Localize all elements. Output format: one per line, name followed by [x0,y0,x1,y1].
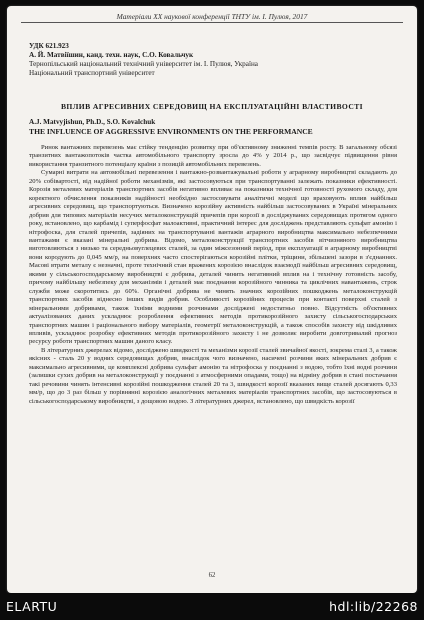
udc-code: УДК 621.923 [29,42,69,50]
body-text [29,144,397,406]
repository-name: ELARTU [6,599,58,614]
paragraph: Ринок вантажних перевезень має стійку тенденцію розвитку при об'єктивному зниженні темпів росту. В загальному обсязі транзитних вантажопотоків частка автомобільного транспорту зросла до 4% у 2014 р., що засвідчує підвищення рівня використання транзитного потенціалу країни з позицій автомобільних перевезень. [29,144,397,168]
paragraph: В літературних джерелах відомо, досліджено швидкості та механізми корозії сталей звичайної якості, зокрема сталі 3, а також якісних - сталь 20 у водних середовищах добрив, внаслідок чого визначено, насичені розчини яких мінеральних добрив є максимально агресивними, це комплексні добрива сульфат амонію та нітрофоска у поєднанні з водою, тобто їхні водні розчини (залишки сухих добрив на металоконструкції у поєднанні з атмосферними опадами, тощо) на відміну добрив в стані постачання такі речовини чинять інтенсивні корозійні пошкодження сталей 20 та 3, швидкості корозії вказаних вище сталей досягають 0,33 мм/р, що до 3 раз більш у порівнянні корозією аналогічних металевих матеріалів транспортних засобів, що застосовуються в сільськогосподарському виробництві, з дощовою водою. З літературних джерел, встановлено, що швидкість корозії [29,346,397,405]
footer-bar [0,593,424,620]
header-rule [21,22,403,23]
author-block [29,42,399,78]
affiliation-2: Національний транспортний університет [29,69,155,77]
handle-id: hdl:lib/22268 [329,599,418,614]
authors-ua: А. Й. Матвіїшин, канд. техн. наук, С.О. Ковальчук [29,51,194,59]
affiliation-1: Тернопільський національний технічний університет ім. І. Пулюя, Україна [29,60,258,68]
page-number: 62 [208,572,216,579]
authors-en: A.J. Matvyjishun, Ph.D., S.O. Kovalchuk [29,118,156,126]
paragraph: Сумарні витрати на автомобільні перевезення і вантажно-розвантажувальні роботи у аграрному виробництві складають до 20% собівартості, від надійної роботи механізмів, які застосовуються при транспортуванні залежать показники ефективності. Корозія металевих матеріалів транспортних засобів негативно впливає на показники технічної готовності рухомого складу, для коректного обчислення показників надійності необхідно застосовувати аналітичні моделі що враховують вплив найбільш агресивних середовищ, що транспортуються. Визначено корозійну активність найбільш застосовуваних в Україні мінеральних добрив для типових матеріалів несучих металоконструкцій причепів при корозії в досліджуваних середовищах протягом одного року, встановлено, що карбамід і суперфосфат малоактивні, практичний інтерес для досліджень представляють сульфат амонію і нітрофоска, для сталей причепів, задіяних на транспортуванні вантажів аграрного виробництва максимально небезпечними вантажами є вказані мінеральні добрива. Відомо, металоконструкції транспортних засобів вітчизняного виробництва виготовляються з низько та середньовуглецевих сталей, за один міжсезонний період, при експлуатації в аграрному виробництві вони кородують до 0,045 мм/р, на поверхнях часто спостерігаються корозійні плітки, тріщини, збільшені зазори в з'єднаннях. Масові втрати металу є незначні, проте технічний стан вражених корозією внаслідок взаємодії найбільш агресивних середовищ, якими у сільськогосподарському виробництві є добрива, деталей чинить негативний вплив на і технічну готовність засобу, причому найбільшу небезпеку для механізмів і деталей має поєднання корозійного чинника та циклічних навантажень, строк служби може скоротитись до 60%. Органічні добрива не чинять значних корозійних пошкоджень металоконструкцій транспортних засобів віднесно інших видів добрив. Особливості корозійних процесів при контакті поверхні сталей з мінеральними добривами, також їхніми водними розчинами досліджені недостатньо повно. Відсутність об'єктивних актуалізованих даних ускладнює розроблення ефективних методів протикорозійного захисту сільськогосподарських транспортних машин і раціонального вибору матеріалів, геометрії металоконструкцій, а також способів захисту від шкідливих впливів, ускладнює розробку ефективних методів протикорозійного захисту і не дозволяє виробити довготривалий прогноз ресурсу роботи транспортних машин даного класу. [29,169,397,346]
document-page [7,6,417,593]
title-ua: ВПЛИВ АГРЕСИВНИХ СЕРЕДОВИЩ НА ЕКСПЛУАТАЦІЙНІ ВЛАСТИВОСТІ [60,102,364,111]
author-block-en [29,118,399,136]
running-header: Матеріали XX наукової конференції ТНТУ ім. І. Пулюя, 2017 [116,12,308,21]
title-en: THE INFLUENCE OF AGGRESSIVE ENVIRONMENTS ON THE PERFORMANCE [29,127,313,136]
